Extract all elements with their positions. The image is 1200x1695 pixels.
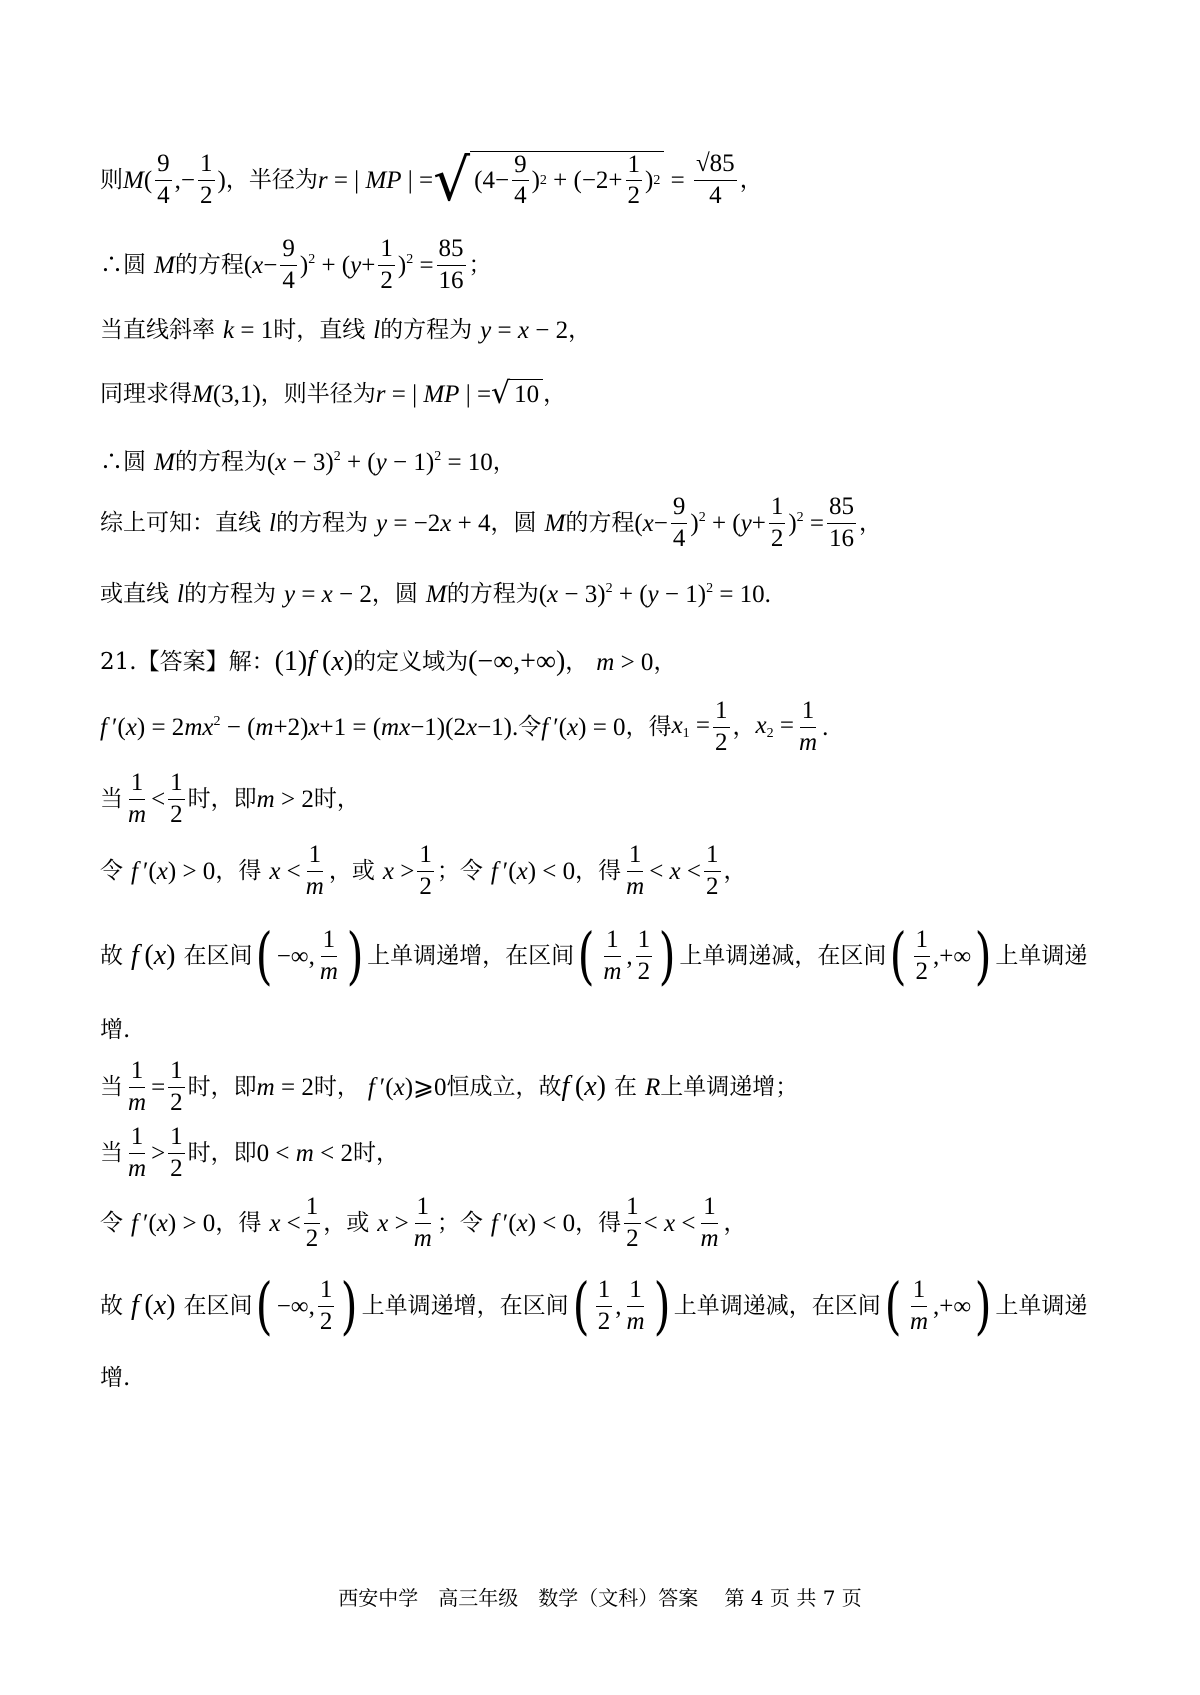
line-17: 故 f (x) 在区间 ( −∞, $\frac{1}{2}$ ) 上单调递增，在区间 ( $\frac{1}{2}$ , $\frac{1}{m}$ ) 上单调递减，在区间 ( $\frac{1}{m}$ ,+∞ ) 上单调递 [100, 1269, 1088, 1342]
line-9: f $'(x) = 2mx^2 - (m+2)x+1 = (mx-1)(2x-1)$. 令 f ′(x) = 0 ，得 $x_1$ = $\frac{1}{2}$ ， $x_2$ = $\frac{1}{m}$ . [100, 697, 829, 756]
math: M [123, 166, 144, 194]
line-8-answer-21: 21.【答案】解： (1)f (x) 的定义域为 (−∞,+∞) ， m > 0 ， [100, 646, 677, 677]
line-7: 或直线 l 的方程为 y = x − 2 ，圆 M 的方程为 $(x - 3)^2 + (y - 1)^2 = 10$. [100, 580, 771, 608]
fraction: $\frac{1}{2}$ [200, 150, 213, 209]
line-3: 当直线斜率 k = 1 时，直线 l 的方程为 y = x − 2 ， [100, 316, 592, 344]
page-footer: 西安中学 高三年级 数学（文科）答案 第 4 页 共 7 页 [338, 1586, 862, 1610]
line-2: ∴圆 M 的方程 (x− $\frac{9}{4}$ )$^2$ + (y+ $\frac{1}{2}$ )$^2$ = $\frac{85}{16}$ ； [100, 235, 492, 294]
line-18: 增. [100, 1364, 131, 1391]
line-13: 增. [100, 1016, 131, 1043]
line-16: 令 f ′(x) > 0 ，得 x < $\frac{1}{2}$ ，或 x > $\frac{1}{m}$ ；令 f ′(x) < 0 ，得 $\frac{1}{2}$ < x < $\frac{1}{m}$ ， [100, 1193, 747, 1252]
line-10: 当 $\frac{1}{m}$ < $\frac{1}{2}$ 时，即 m > 2 时， [100, 769, 360, 828]
line-12: 故 f (x) 在区间 ( −∞, $\frac{1}{m}$ ) 上单调递增，在区间 ( $\frac{1}{m}$ , $\frac{1}{2}$ ) 上单调递减，在区间 ( $\frac{1}{2}$ ,+∞ ) 上单调递 [100, 919, 1088, 992]
square-root: √ (4− $\frac{9}{4}$ ) 2 + (−2+ $\frac{1}{2}$ ) 2 [433, 151, 664, 210]
line-5: ∴圆 M 的方程为 $(x - 3)^2 + (y - 1)^2 = 10$ ， [100, 448, 516, 476]
line-11: 令 f ′(x) > 0 ，得 x < $\frac{1}{m}$ ，或 x > $\frac{1}{2}$ ；令 f ′(x) < 0 ，得 $\frac{1}{m}$ < x < $\frac{1}{2}$ ， [100, 841, 747, 900]
line-4: 同理求得 M(3,1) ，则半径为 r = | MP | = √ 10 ， [100, 376, 567, 411]
fraction: $\frac{9}{4}$ [157, 150, 170, 209]
line-1: 则 M ( $\frac{9}{4}$ ,− $\frac{1}{2}$ ) ，半径为 r = | MP | = √ (4− $\frac{9}{4}$ ) 2 + (−2+ $\frac{1}{2}$ ) 2 = $\frac{√85}{4}$ ， [100, 145, 763, 214]
line-6: 综上可知：直线 l 的方程为 y = −2x + 4 ，圆 M 的方程 (x− $\frac{9}{4}$ )$^2$ + (y+ $\frac{1}{2}$ )$^2$ = $\frac{85}{16}$ ， [100, 493, 883, 552]
fraction: $\frac{√85}{4}$ [695, 150, 735, 209]
line-14: 当 $\frac{1}{m}$ = $\frac{1}{2}$ 时，即 m = 2 时， f ′(x)⩾0 恒成立，故 f (x) 在 R 上单调递增； [100, 1057, 799, 1116]
line-15: 当 $\frac{1}{m}$ > $\frac{1}{2}$ 时，即 0 < m < 2 时， [100, 1123, 399, 1182]
